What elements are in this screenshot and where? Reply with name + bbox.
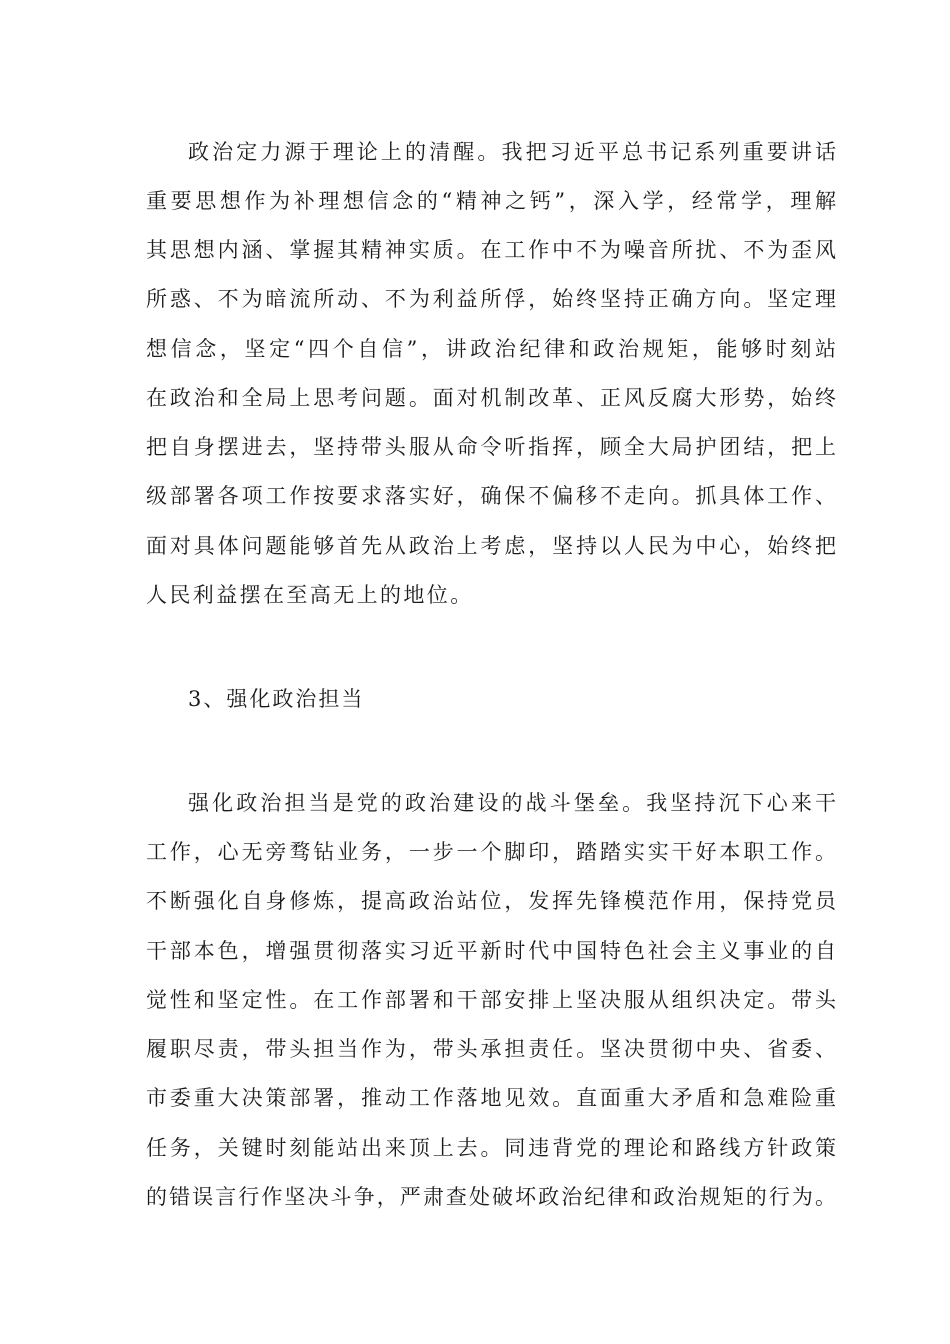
paragraph-2-line-2: 工作，心无旁骛钻业务，一步一个脚印，踏踏实实干好本职工作。 — [146, 840, 836, 864]
paragraph-1-line-5: 想信念，坚定“四个自信”，讲政治纪律和政治规矩，能够时刻站 — [146, 337, 836, 361]
paragraph-2-line-3: 不断强化自身修炼，提高政治站位，发挥先锋模范作用，保持党员 — [146, 889, 836, 913]
paragraph-2-line-5: 觉性和坚定性。在工作部署和干部安排上坚决服从组织决定。带头 — [146, 988, 836, 1012]
paragraph-1-line-4: 所惑、不为暗流所动、不为利益所俘，始终坚持正确方向。坚定理 — [146, 287, 836, 311]
paragraph-1-line-6: 在政治和全局上思考问题。面对机制改革、正风反腐大形势，始终 — [146, 386, 836, 410]
section-heading-3: 3、强化政治担当 — [188, 687, 365, 711]
paragraph-1-line-10: 人民利益摆在至高无上的地位。 — [146, 583, 474, 607]
paragraph-1-line-8: 级部署各项工作按要求落实好，确保不偏移不走向。抓具体工作、 — [146, 484, 836, 508]
paragraph-1-line-3: 其思想内涵、掌握其精神实质。在工作中不为噪音所扰、不为歪风 — [146, 238, 836, 262]
paragraph-2-line-7: 市委重大决策部署，推动工作落地见效。直面重大矛盾和急难险重 — [146, 1086, 836, 1110]
paragraph-2-line-8: 任务，关键时刻能站出来顶上去。同违背党的理论和路线方针政策 — [146, 1136, 836, 1160]
paragraph-1-line-9: 面对具体问题能够首先从政治上考虑，坚持以人民为中心，始终把 — [146, 534, 836, 558]
paragraph-1-line-1: 政治定力源于理论上的清醒。我把习近平总书记系列重要讲话 — [188, 140, 836, 164]
paragraph-2-line-4: 干部本色，增强贯彻落实习近平新时代中国特色社会主义事业的自 — [146, 939, 836, 963]
paragraph-2-line-9: 的错误言行作坚决斗争，严肃查处破坏政治纪律和政治规矩的行为。 — [146, 1185, 836, 1209]
paragraph-2-line-1: 强化政治担当是党的政治建设的战斗堡垒。我坚持沉下心来干 — [188, 791, 836, 815]
paragraph-2-line-6: 履职尽责，带头担当作为，带头承担责任。坚决贯彻中央、省委、 — [146, 1037, 836, 1061]
paragraph-1-line-2: 重要思想作为补理想信念的“精神之钙”，深入学，经常学，理解 — [146, 189, 836, 213]
paragraph-1-line-7: 把自身摆进去，坚持带头服从命令听指挥，顾全大局护团结，把上 — [146, 435, 836, 459]
